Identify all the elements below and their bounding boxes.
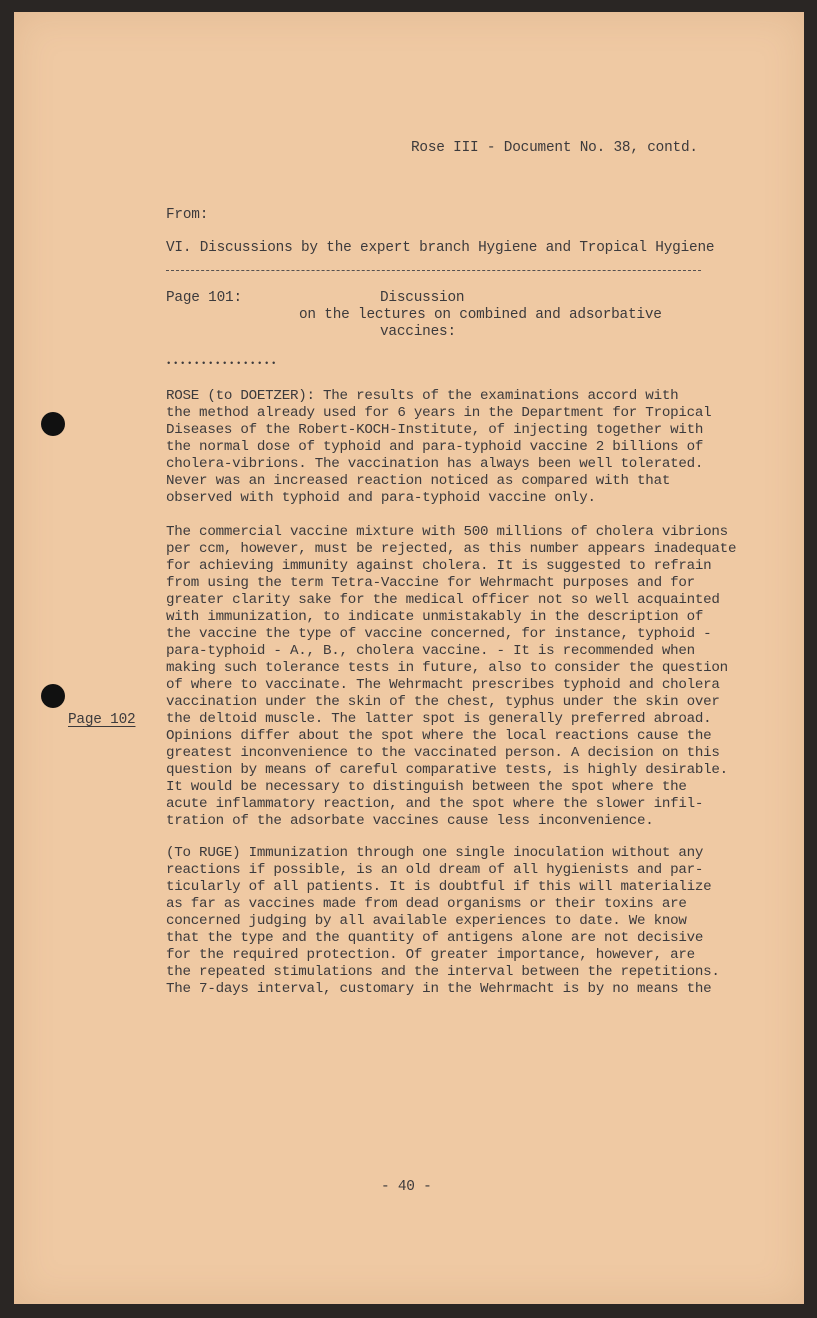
discussion-title-line: on the lectures on combined and adsorbative: [299, 307, 662, 323]
page-number: - 40 -: [381, 1179, 432, 1195]
from-label: From:: [166, 207, 209, 223]
text-line: vaccination under the skin of the chest, typhus under the skin over: [166, 694, 720, 710]
dotted-separator: ••••••••••••••••: [166, 359, 279, 369]
text-line: reactions if possible, is an old dream of all hygienists and par-: [166, 862, 704, 878]
text-line: Opinions differ about the spot where the local reactions cause the: [166, 728, 712, 744]
section-title: VI. Discussions by the expert branch Hygiene and Tropical Hygiene: [166, 240, 715, 256]
text-line: of where to vaccinate. The Wehrmacht prescribes typhoid and cholera: [166, 677, 720, 693]
text-line: ticularly of all patients. It is doubtful if this will materialize: [166, 879, 712, 895]
text-line: for the required protection. Of greater importance, however, are: [166, 947, 695, 963]
paragraph-rose-to-doetzer: [166, 388, 711, 507]
text-line: question by means of careful comparative tests, is highly desirable.: [166, 762, 728, 778]
text-line: the deltoid muscle. The latter spot is generally preferred abroad.: [166, 711, 712, 727]
text-line: greater clarity sake for the medical officer not so well acquainted: [166, 592, 720, 608]
text-line: cholera-vibrions. The vaccination has always been well tolerated.: [166, 456, 704, 472]
text-line: The 7-days interval, customary in the Wehrmacht is by no means the: [166, 981, 712, 997]
text-line: (To RUGE) Immunization through one single inoculation without any: [166, 845, 704, 861]
text-line: the vaccine the type of vaccine concerned, for instance, typhoid -: [166, 626, 712, 642]
punch-hole-top: [41, 412, 65, 436]
paragraph-to-ruge: [166, 845, 720, 998]
text-line: from using the term Tetra-Vaccine for Wehrmacht purposes and for: [166, 575, 695, 591]
text-line: with immunization, to indicate unmistakably in the description of: [166, 609, 704, 625]
text-line: concerned judging by all available experiences to date. We know: [166, 913, 687, 929]
discussion-title-line: vaccines:: [380, 324, 456, 340]
text-line: per ccm, however, must be rejected, as this number appears inadequate: [166, 541, 737, 557]
text-line: The commercial vaccine mixture with 500 millions of cholera vibrions: [166, 524, 728, 540]
text-line: para-typhoid - A., B., cholera vaccine. - It is recommended when: [166, 643, 695, 659]
text-line: the normal dose of typhoid and para-typhoid vaccine 2 billions of: [166, 439, 704, 455]
discussion-title-line: Discussion: [380, 290, 465, 306]
document-page: [14, 12, 804, 1304]
text-line: that the type and the quantity of antigens alone are not decisive: [166, 930, 704, 946]
document-reference: Rose III - Document No. 38, contd.: [411, 140, 698, 156]
text-line: Diseases of the Robert-KOCH-Institute, of injecting together with: [166, 422, 704, 438]
paragraph-commercial-vaccine: [166, 524, 736, 830]
text-line: greatest inconvenience to the vaccinated person. A decision on this: [166, 745, 720, 761]
text-line: It would be necessary to distinguish between the spot where the: [166, 779, 687, 795]
section-rule: [166, 270, 701, 271]
text-line: Never was an increased reaction noticed as compared with that: [166, 473, 671, 489]
text-line: observed with typhoid and para-typhoid vaccine only.: [166, 490, 596, 506]
punch-hole-bottom: [41, 684, 65, 708]
page-reference: Page 101:: [166, 290, 242, 306]
text-line: making such tolerance tests in future, also to consider the question: [166, 660, 728, 676]
text-line: tration of the adsorbate vaccines cause less inconvenience.: [166, 813, 654, 829]
text-line: ROSE (to DOETZER): The results of the examinations accord with: [166, 388, 679, 404]
text-line: as far as vaccines made from dead organisms or their toxins are: [166, 896, 687, 912]
text-line: for achieving immunity against cholera. It is suggested to refrain: [166, 558, 712, 574]
margin-page-note: Page 102: [68, 712, 136, 728]
text-line: the method already used for 6 years in the Department for Tropical: [166, 405, 712, 421]
text-line: acute inflammatory reaction, and the spot where the slower infil-: [166, 796, 704, 812]
text-line: the repeated stimulations and the interval between the repetitions.: [166, 964, 720, 980]
